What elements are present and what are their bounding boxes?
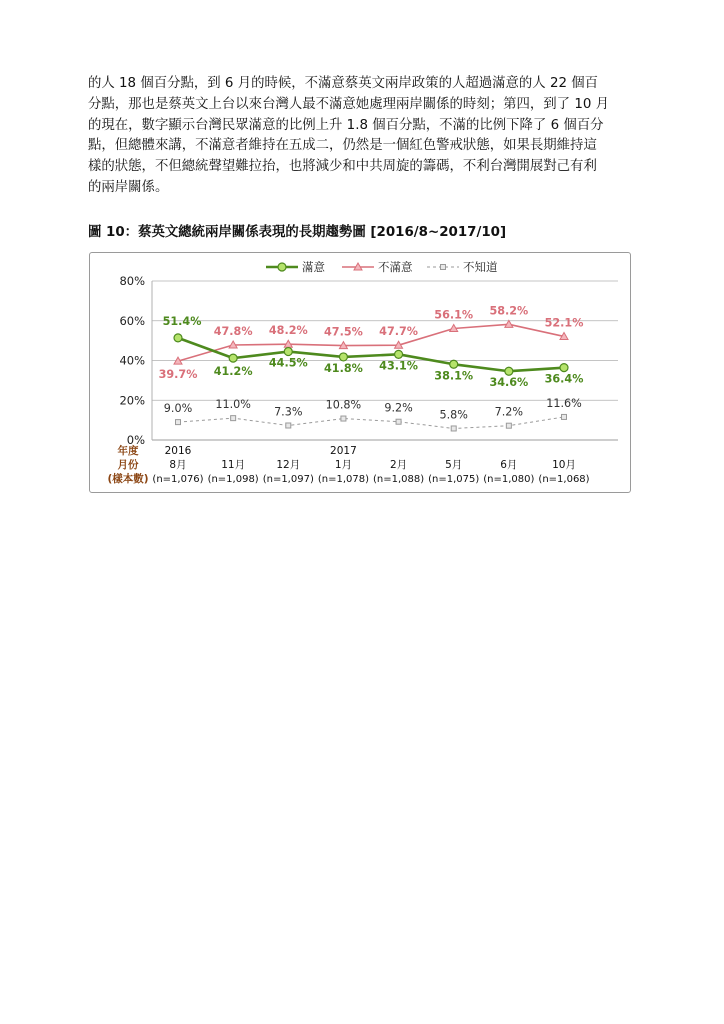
- trend-line-chart: [90, 253, 632, 494]
- x-month-label: 12月: [276, 459, 301, 471]
- data-label: 9.0%: [163, 402, 193, 416]
- chart-frame: [89, 252, 631, 493]
- data-label: 5.8%: [439, 408, 468, 422]
- data-point: [505, 367, 513, 375]
- x-month-label: 6月: [500, 459, 518, 471]
- paragraph-line: 的現在，數字顯示台灣民眾滿意的比例上升 1.8 個百分點，不滿的比例下降了 6 個百分: [88, 117, 604, 133]
- data-point: [395, 350, 403, 358]
- data-label: 36.4%: [544, 372, 584, 386]
- x-sample-label: (n=1,075): [428, 474, 480, 485]
- data-point: [560, 364, 568, 372]
- paragraph-line: 點，但總體來講，不滿意者維持在五成二，仍然是一個紅色警戒狀態，如果長期維持這: [88, 138, 597, 154]
- data-point: [339, 353, 347, 361]
- data-label: 7.3%: [274, 405, 303, 419]
- data-point: [506, 423, 511, 428]
- data-point: [396, 419, 401, 424]
- data-point: [174, 334, 182, 342]
- data-label: 52.1%: [544, 316, 584, 330]
- x-month-label: 11月: [221, 459, 246, 471]
- legend-marker: [441, 265, 446, 270]
- x-year-label: 2016: [164, 445, 192, 457]
- y-tick-label: 80%: [119, 274, 145, 288]
- data-label: 48.2%: [268, 324, 308, 338]
- data-label: 47.8%: [213, 324, 253, 338]
- y-tick-label: 40%: [119, 353, 145, 368]
- data-point: [341, 416, 346, 421]
- paragraph-line: 的兩岸關係。: [88, 179, 169, 195]
- data-label: 51.4%: [162, 314, 202, 328]
- x-year-label: 2017: [330, 445, 357, 457]
- row-label-month: 月份: [117, 459, 139, 471]
- paragraph-line: 分點，那也是蔡英文上台以來台灣人最不滿意她處理兩岸關係的時刻；第四，到了 10 月: [88, 96, 610, 112]
- data-point: [284, 348, 292, 356]
- row-label-year: 年度: [117, 445, 139, 457]
- x-month-label: 1月: [334, 459, 353, 471]
- paragraph-line: 樣的狀態，不但總統聲望難拉抬，也將減少和中共周旋的籌碼，不利台灣開展對己有利: [88, 159, 597, 175]
- data-point: [229, 354, 237, 362]
- data-point: [450, 360, 458, 368]
- data-label: 11.6%: [546, 396, 582, 410]
- data-label: 47.7%: [379, 325, 418, 339]
- x-month-label: 10月: [552, 459, 576, 471]
- x-sample-label: (n=1,080): [483, 474, 535, 485]
- data-label: 56.1%: [434, 308, 474, 322]
- x-sample-label: (n=1,078): [317, 474, 370, 485]
- y-tick-label: 0%: [126, 433, 145, 447]
- x-sample-label: (n=1,098): [207, 474, 259, 485]
- y-tick-label: 60%: [119, 313, 145, 328]
- x-month-label: 5月: [445, 459, 463, 471]
- data-label: 34.6%: [489, 376, 529, 390]
- data-label: 47.5%: [324, 325, 363, 339]
- legend-label: 滿意: [302, 260, 325, 274]
- body-paragraph: [88, 74, 648, 199]
- x-sample-label: (n=1,076): [152, 474, 204, 485]
- row-label-sample: (樣本數): [107, 473, 149, 485]
- data-label: 44.5%: [268, 356, 308, 370]
- data-label: 41.2%: [213, 365, 253, 379]
- x-month-label: 8月: [169, 459, 187, 471]
- data-label: 43.1%: [379, 359, 418, 373]
- x-sample-label: (n=1,068): [538, 474, 590, 485]
- data-label: 10.8%: [325, 398, 362, 412]
- data-label: 39.7%: [158, 368, 198, 382]
- data-label: 41.8%: [324, 361, 363, 375]
- data-point: [451, 426, 456, 431]
- data-label: 58.2%: [489, 304, 529, 318]
- x-month-label: 2月: [389, 459, 408, 471]
- data-label: 7.2%: [494, 405, 524, 419]
- paragraph-line: 的人 18 個百分點，到 6 月的時候，不滿意蔡英文兩岸政策的人超過滿意的人 22 個百: [88, 76, 599, 91]
- x-sample-label: (n=1,088): [372, 474, 425, 485]
- data-label: 38.1%: [434, 369, 474, 383]
- y-tick-label: 20%: [119, 393, 145, 408]
- data-point: [231, 416, 236, 421]
- figure-caption: 圖 10：蔡英文總統兩岸關係表現的長期趨勢圖 [2016/8~2017/10]: [88, 225, 507, 240]
- legend-label: 不滿意: [378, 260, 413, 274]
- data-point: [176, 420, 181, 425]
- legend-marker: [278, 263, 286, 271]
- data-label: 9.2%: [384, 401, 413, 415]
- data-label: 11.0%: [215, 398, 251, 412]
- data-point: [562, 414, 567, 419]
- data-point: [286, 423, 291, 428]
- legend-label: 不知道: [463, 260, 498, 274]
- x-sample-label: (n=1,097): [262, 474, 314, 485]
